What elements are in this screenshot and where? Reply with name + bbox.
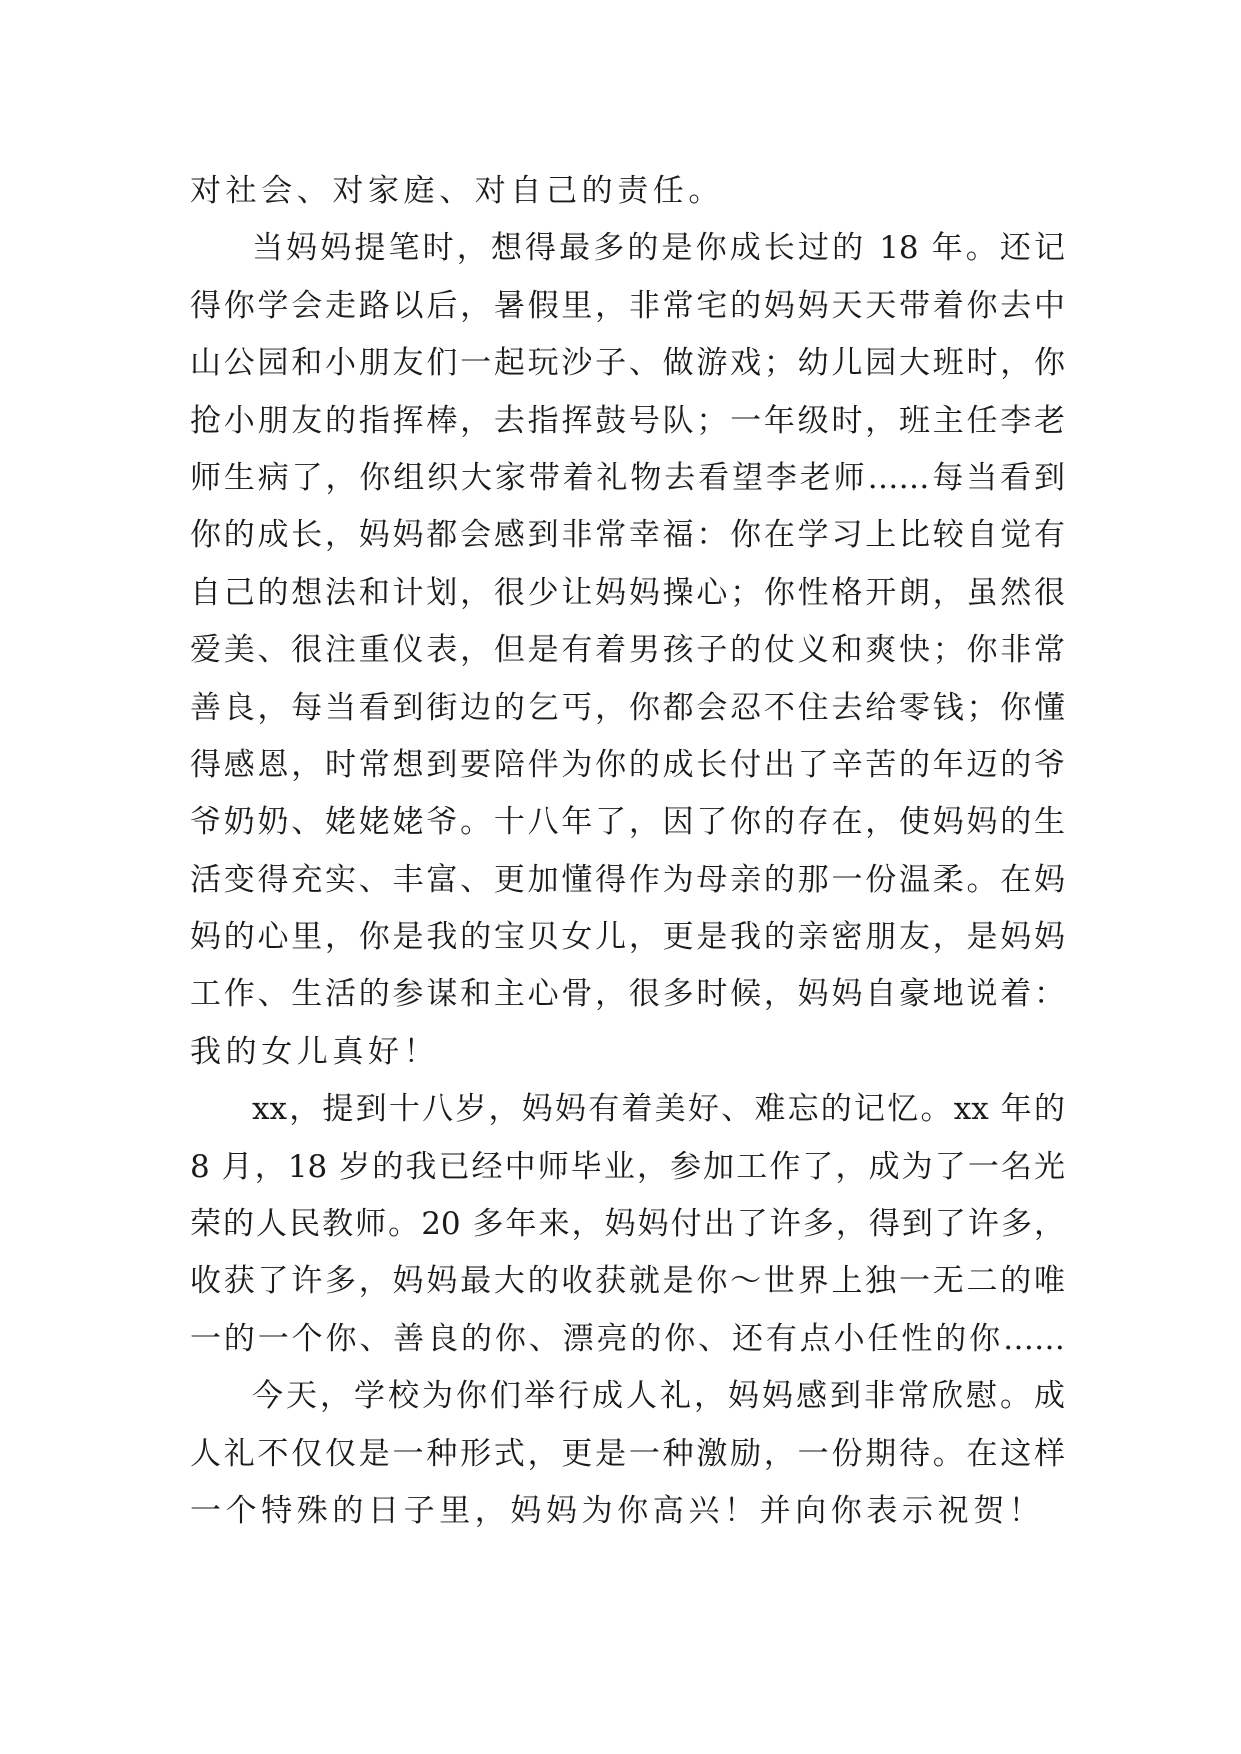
text-line: 对社会、对家庭、对自己的责任。 [190, 173, 724, 209]
text-line: 今天，学校为你们举行成人礼，妈妈感到非常欣慰。成 [252, 1378, 1065, 1415]
text-line: 妈的心里，你是我的宝贝女儿，更是我的亲密朋友，是妈妈 [190, 919, 1065, 956]
text-line: 我的女儿真好！ [190, 1033, 440, 1070]
text-line: 活变得充实、丰富、更加懂得作为母亲的那一份温柔。在妈 [190, 861, 1065, 898]
text-line: 抢小朋友的指挥棒，去指挥鼓号队；一年级时，班主任李老 [190, 402, 1065, 439]
text-line: 人礼不仅仅是一种形式，更是一种激励，一份期待。在这样 [190, 1435, 1065, 1472]
text-line: 收获了许多，妈妈最大的收获就是你～世界上独一无二的唯 [190, 1263, 1065, 1300]
text-line: 山公园和小朋友们一起玩沙子、做游戏；幼儿园大班时，你 [190, 345, 1065, 382]
text-line: 爷奶奶、姥姥姥爷。十八年了，因了你的存在，使妈妈的生 [190, 804, 1065, 841]
text-line: 得你学会走路以后，暑假里，非常宅的妈妈天天带着你去中 [190, 287, 1065, 324]
text-line: 自己的想法和计划，很少让妈妈操心；你性格开朗，虽然很 [190, 574, 1065, 611]
text-line: 师生病了，你组织大家带着礼物去看望李老师……每当看到 [190, 459, 1065, 496]
text-line: 善良，每当看到街边的乞丐，你都会忍不住去给零钱；你懂 [190, 689, 1065, 726]
text-line: 荣的人民教师。20 多年来，妈妈付出了许多，得到了许多， [190, 1206, 1065, 1243]
text-line: 工作、生活的参谋和主心骨，很多时候，妈妈自豪地说着： [190, 976, 1065, 1013]
text-line: xx，提到十八岁，妈妈有着美好、难忘的记忆。xx 年的 [252, 1091, 1065, 1128]
text-line: 得感恩，时常想到要陪伴为你的成长付出了辛苦的年迈的爷 [190, 746, 1065, 783]
text-line: 8 月，18 岁的我已经中师毕业，参加工作了，成为了一名光 [190, 1148, 1065, 1185]
text-line: 你的成长，妈妈都会感到非常幸福：你在学习上比较自觉有 [190, 517, 1065, 554]
text-line: 爱美、很注重仪表，但是有着男孩子的仗义和爽快；你非常 [190, 632, 1065, 669]
text-line: 一的一个你、善良的你、漂亮的你、还有点小任性的你…… [190, 1320, 1065, 1357]
body-text [190, 163, 1065, 1540]
text-line: 当妈妈提笔时，想得最多的是你成长过的 18 年。还记 [252, 230, 1065, 267]
text-line: 一个特殊的日子里，妈妈为你高兴！并向你表示祝贺！ [190, 1492, 1045, 1529]
